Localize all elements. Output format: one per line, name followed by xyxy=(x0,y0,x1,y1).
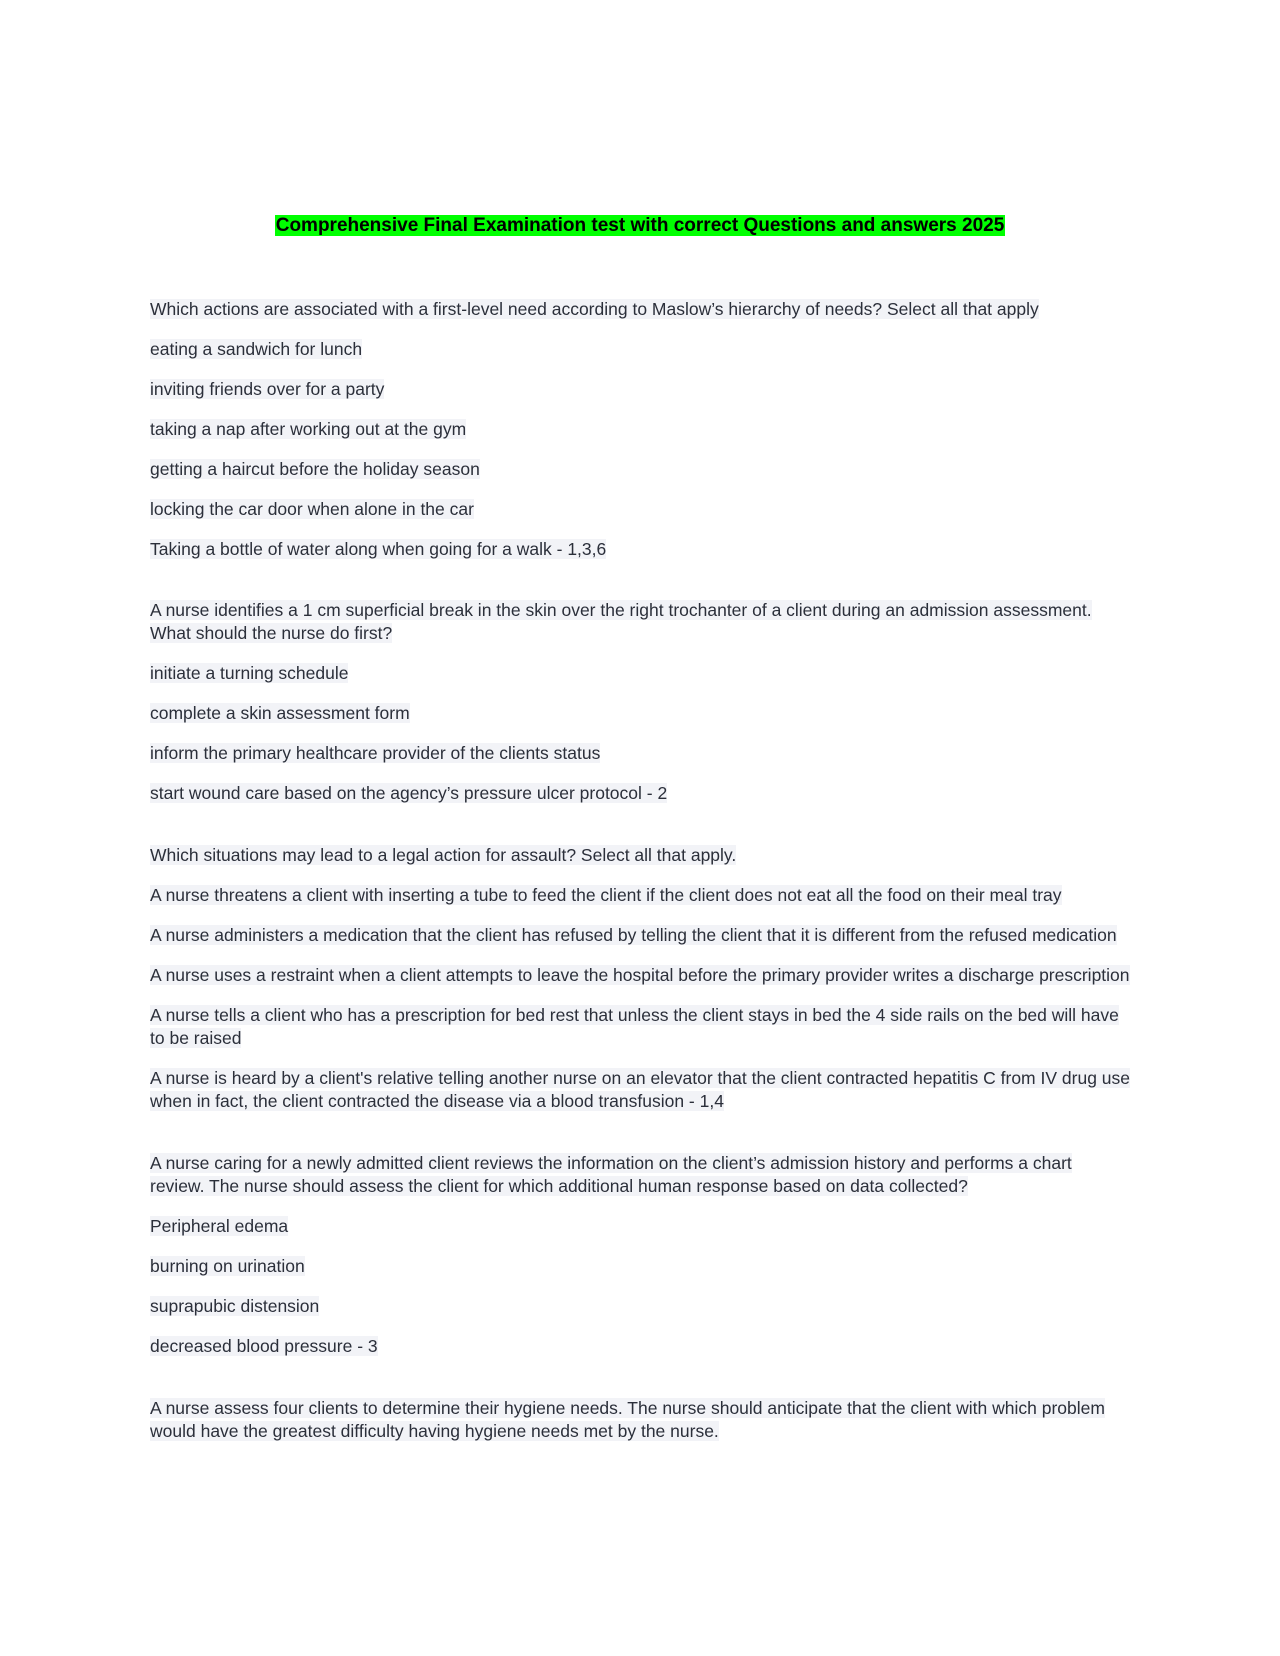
question-2 xyxy=(150,599,1130,805)
question-stem: A nurse assess four clients to determine their hygiene needs. The nurse should anticipate that the client with which problem would have the greatest difficulty having hygiene needs met by the nurse. xyxy=(150,1398,1105,1441)
question-5 xyxy=(150,1397,1130,1443)
answer-option: A nurse threatens a client with inserting a tube to feed the client if the client does not eat all the food on their meal tray xyxy=(150,885,1062,905)
document-title xyxy=(0,214,1280,238)
answer-option: start wound care based on the agency’s pressure ulcer protocol - 2 xyxy=(150,783,668,803)
answer-option: A nurse uses a restraint when a client attempts to leave the hospital before the primary provider writes a discharge prescription xyxy=(150,965,1130,985)
question-stem: A nurse caring for a newly admitted client reviews the information on the client’s admission history and performs a chart review. The nurse should assess the client for which additional human response based on data collected? xyxy=(150,1153,1072,1196)
answer-option: complete a skin assessment form xyxy=(150,703,410,723)
answer-option: A nurse administers a medication that the client has refused by telling the client that it is different from the refused medication xyxy=(150,925,1117,945)
question-4 xyxy=(150,1152,1130,1358)
answer-option: inviting friends over for a party xyxy=(150,379,385,399)
answer-option: decreased blood pressure - 3 xyxy=(150,1336,378,1356)
question-stem: A nurse identifies a 1 cm superficial break in the skin over the right trochanter of a client during an admission assessment. What should the nurse do first? xyxy=(150,600,1092,643)
question-3 xyxy=(150,844,1130,1113)
answer-option: taking a nap after working out at the gym xyxy=(150,419,467,439)
answer-option: A nurse tells a client who has a prescription for bed rest that unless the client stays in bed the 4 side rails on the bed will have to be raised xyxy=(150,1005,1119,1048)
answer-option: suprapubic distension xyxy=(150,1296,320,1316)
answer-option: burning on urination xyxy=(150,1256,305,1276)
question-1 xyxy=(150,298,1130,561)
document-title-text: Comprehensive Final Examination test with correct Questions and answers 2025 xyxy=(275,215,1005,236)
question-stem: Which actions are associated with a first-level need according to Maslow’s hierarchy of needs? Select all that apply xyxy=(150,299,1039,319)
answer-option: eating a sandwich for lunch xyxy=(150,339,363,359)
answer-option: Peripheral edema xyxy=(150,1216,289,1236)
answer-option: A nurse is heard by a client's relative telling another nurse on an elevator that the client contracted hepatitis C from IV drug use when in fact, the client contracted the disease via a blood transfusion - 1,4 xyxy=(150,1068,1130,1111)
document-body xyxy=(150,298,1130,1443)
answer-option: Taking a bottle of water along when going for a walk - 1,3,6 xyxy=(150,539,607,559)
answer-option: initiate a turning schedule xyxy=(150,663,349,683)
answer-option: locking the car door when alone in the car xyxy=(150,499,474,519)
question-stem: Which situations may lead to a legal action for assault? Select all that apply. xyxy=(150,845,737,865)
answer-option: inform the primary healthcare provider of the clients status xyxy=(150,743,601,763)
answer-option: getting a haircut before the holiday season xyxy=(150,459,480,479)
